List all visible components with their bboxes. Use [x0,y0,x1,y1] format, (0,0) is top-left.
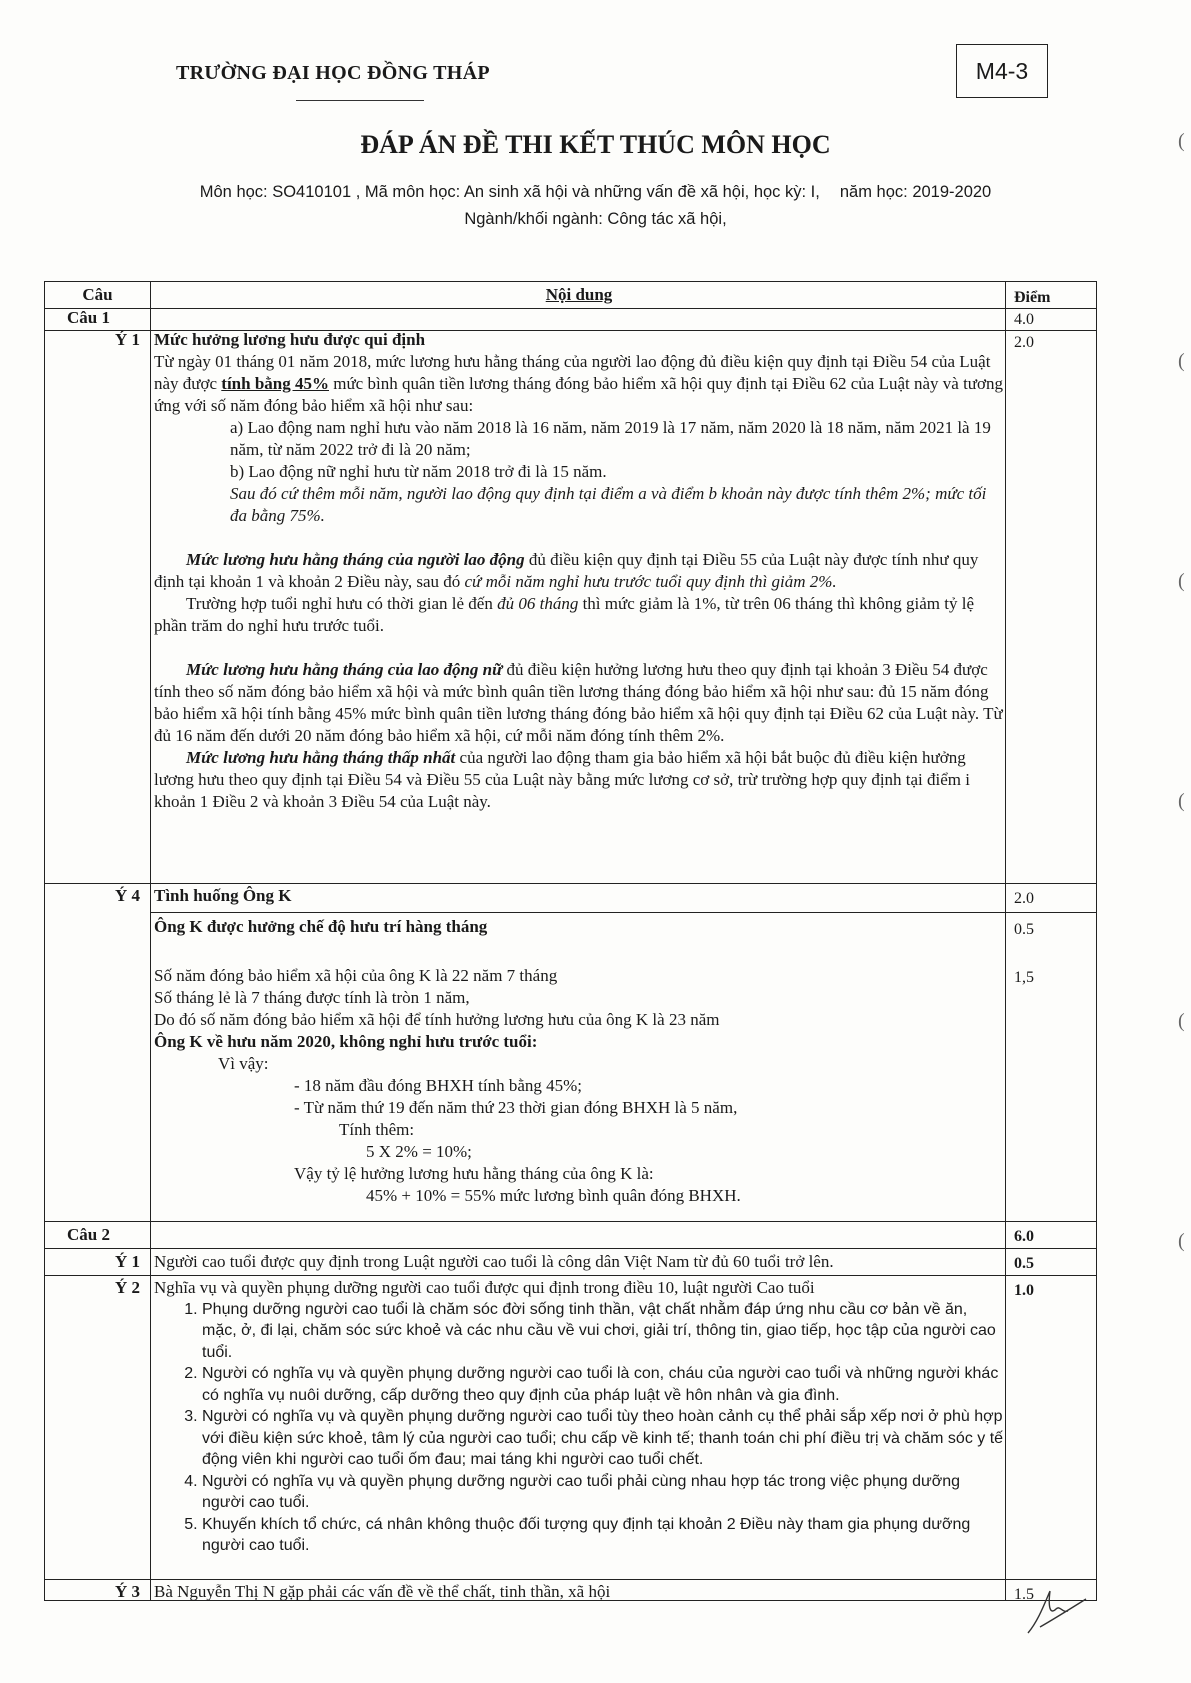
rule-item: 4. Người có nghĩa vụ và quyền phụng dưỡng người cao tuổi phải cùng nhau hợp tác trong việc phụng dưỡng người cao tuổi. [202,1471,1004,1514]
cau2-y1-text: Người cao tuổi được quy định trong Luật người cao tuổi là công dân Việt Nam từ đủ 60 tuổi trở lên. [154,1252,834,1271]
binding-mark: ( [1178,1010,1185,1032]
header-cau: Câu [82,285,113,304]
cau2-label: Câu 2 [67,1225,110,1244]
rule-item: 5. Khuyến khích tổ chức, cá nhân không thuộc đối tượng quy định tại khoản 2 Điều này tham gia phụng dưỡng người cao tuổi. [202,1514,1004,1557]
y4-calc-score: 1,5 [1014,969,1034,986]
y1-para2: Mức lương hưu hằng tháng của người lao động đủ điều kiện quy định tại Điều 55 của Luật này được tính như quy định tại khoản 1 và khoản 2 Điều này, sau đó cứ mỗi năm nghỉ hưu trước tuổi quy định thì giảm 2%. [154,550,979,591]
cau2-y2-label: Ý 2 [114,1278,140,1297]
cau1-y1-score: 2.0 [1014,334,1034,351]
y1-para3: Trường hợp tuổi nghỉ hưu có thời gian lẻ đến đủ 06 tháng thì mức giảm là 1%, từ trên 06 tháng thì không giảm tỷ lệ phần trăm do nghỉ hưu trước tuổi. [154,594,974,635]
y1-para4: Mức lương hưu hằng tháng của lao động nữ đủ điều kiện hưởng lương hưu theo quy định tại khoản 3 Điều 54 được tính theo số năm đóng bảo hiểm xã hội và mức bình quân tiền lương tháng đóng bảo hiểm xã hội như sau: đủ 15 năm đóng bảo hiểm xã hội tính bằng 45% mức bình quân tiền lương tháng đóng bảo hiểm xã hội quy định tại Điều 62 của Luật này. Từ đủ 16 năm đến dưới 20 năm đóng bảo hiểm xã hội, cứ mỗi năm đóng tính thêm 2%. [154,660,1003,745]
row-divider [45,1579,1096,1580]
row-divider [45,1221,1096,1222]
cau1-label: Câu 1 [67,308,110,327]
cau2-y3-text: Bà Nguyễn Thị N gặp phải các vấn đề về thể chất, tinh thần, xã hội [154,1582,611,1601]
cau2-y1-label: Ý 1 [114,1252,140,1271]
y1-heading: Mức hưởng lương hưu được qui định [154,330,426,349]
rule-item: 1. Phụng dưỡng người cao tuổi là chăm sóc đời sống tinh thần, vật chất nhằm đáp ứng nhu cầu cơ bản về ăn, mặc, ở, đi lại, chăm sóc sức khoẻ và các nhu cầu về vui chơi, giải trí, thông tin, giao tiếp, học tập của người cao tuổi. [202,1299,1004,1364]
header-diem: Điểm [1014,289,1051,306]
row-divider [150,912,1096,913]
rules-list [154,1299,1004,1557]
cau2-score: 6.0 [1014,1228,1034,1245]
cau2-y2-score: 1.0 [1014,1282,1034,1299]
column-divider [150,282,151,1600]
y1-para1: Từ ngày 01 tháng 01 năm 2018, mức lương hưu hằng tháng của người lao động đủ điều kiện quy định tại Điều 54 của Luật này được tính bằng 45% mức bình quân tiền lương tháng đóng bảo hiểm xã hội quy định tại Điều 62 của Luật này và tương ứng với số năm đóng bảo hiểm xã hội như sau: [154,352,1004,415]
subject-line: Môn học: SO410101 , Mã môn học: An sinh xã hội và những vấn đề xã hội, học kỳ: I, năm học: 2019-2020 [199,183,992,201]
y4-sub-score: 0.5 [1014,921,1034,938]
binding-mark: ( [1178,1230,1185,1252]
row-divider [45,308,1096,309]
binding-mark: ( [1178,130,1185,152]
row-divider [45,883,1096,884]
y4-heading: Tình huống Ông K [154,886,292,905]
cau1-y4-label: Ý 4 [114,886,140,905]
cau1-score: 4.0 [1014,311,1034,328]
column-divider [1005,282,1006,1600]
row-divider [45,1248,1096,1249]
y1-italic-note: Sau đó cứ thêm mỗi năm, người lao động quy định tại điểm a và điểm b khoản này được tính thêm 2%; mức tối đa bằng 75%. [230,484,987,525]
school-underline [296,100,424,101]
cau2-y1-score: 0.5 [1014,1255,1034,1272]
signature-mark [1020,1583,1090,1643]
school-year: năm học: 2019-2020 [839,183,992,201]
rule-item: 2. Người có nghĩa vụ và quyền phụng dưỡng người cao tuổi là con, cháu của người cao tuổi và những người khác có nghĩa vụ nuôi dưỡng, cấp dưỡng theo quy định của pháp luật về hôn nhân và gia đình. [202,1363,1004,1406]
cau2-y3-score: 1.5 [1014,1586,1034,1603]
y1-item-a: a) Lao động nam nghỉ hưu vào năm 2018 là 16 năm, năm 2019 là 17 năm, năm 2020 là 18 năm, năm 2021 là 19 năm, từ năm 2022 trở đi là 20 năm; [230,418,991,459]
school-name: TRƯỜNG ĐẠI HỌC ĐỒNG THÁP [176,62,490,84]
y1-para5: Mức lương hưu hằng tháng thấp nhất của người lao động tham gia bảo hiểm xã hội bắt buộc đủ điều kiện hưởng lương hưu theo quy định tại Điều 54 và Điều 55 của Luật này bằng mức lương cơ sở, trừ trường hợp quy định tại điểm i khoản 1 Điều 2 và khoản 3 Điều 54 của Luật này. [154,748,970,811]
major-line: Ngành/khối ngành: Công tác xã hội, [464,210,727,228]
cau2-y2-content: Nghĩa vụ và quyền phụng dưỡng người cao tuổi được qui định trong điều 10, luật người Cao tuổi 1. Phụng dưỡng người cao tuổi là chăm sóc đời sống tinh thần, vật chất nhằm đáp ứng nhu cầu cơ bản về ăn, mặc, ở, đi lại, chăm sóc sức khoẻ và các nhu cầu về vui chơi, giải trí, thông tin, giao tiếp, học tập của người cao tuổi. 2. Người có nghĩa vụ và quyền phụng dưỡng người cao tuổi là con, cháu của người cao tuổi và những người khác có nghĩa vụ nuôi dưỡng, cấp dưỡng theo quy định của pháp luật về hôn nhân và gia đình. 3. Người có nghĩa vụ và quyền phụng dưỡng người cao tuổi tùy theo hoàn cảnh cụ thể phải sắp xếp nơi ở phù hợp với điều kiện sức khoẻ, tâm lý của người cao tuổi; chu cấp về kinh tế; thanh toán chi phí điều trị và chăm sóc y tế động viên khi người cao tuổi ốm đau; mai táng khi người cao tuổi chết. 4. Người có nghĩa vụ và quyền phụng dưỡng người cao tuổi phải cùng nhau hợp tác trong việc phụng dưỡng người cao tuổi. 5. Khuyến khích tổ chức, cá nhân không thuộc đối tượng quy định tại khoản 2 Điều này tham gia phụng dưỡng người cao tuổi. [154,1277,1004,1557]
y4-calculation: Số năm đóng bảo hiểm xã hội của ông K là 22 năm 7 tháng Số tháng lẻ là 7 tháng được tính là tròn 1 năm, Do đó số năm đóng bảo hiểm xã hội để tính hưởng lương hưu của ông K là 23 năm Ông K về hưu năm 2020, không nghỉ hưu trước tuổi: Vì vậy: - 18 năm đầu đóng BHXH tính bằng 45%; - Từ năm thứ 19 đến năm thứ 23 thời gian đóng BHXH là 5 năm, Tính thêm: 5 X 2% = 10%; Vậy tỷ lệ hưởng lương hưu hằng tháng của ông K là: 45% + 10% = 55% mức lương bình quân đóng BHXH. [154,966,741,1205]
row-divider [45,1275,1096,1276]
document-title: ĐÁP ÁN ĐỀ THI KẾT THÚC MÔN HỌC [360,130,831,159]
rule-item: 3. Người có nghĩa vụ và quyền phụng dưỡng người cao tuổi tùy theo hoàn cảnh cụ thể phải sắp xếp nơi ở phù hợp với điều kiện sức khoẻ, tâm lý của người cao tuổi; chu cấp về kinh tế; thanh toán chi phí điều trị và chăm sóc y tế động viên khi người cao tuổi ốm đau; mai táng khi người cao tuổi chết. [202,1406,1004,1471]
y1-item-b: b) Lao động nữ nghỉ hưu từ năm 2018 trở đi là 15 năm. [230,462,607,481]
cau1-y1-content [154,329,1004,813]
binding-mark: ( [1178,790,1185,812]
y4-subheading: Ông K được hưởng chế độ hưu trí hàng tháng [154,917,488,936]
cau1-y4-score: 2.0 [1014,890,1034,907]
form-code-box: M4-3 [956,44,1048,98]
cau2-y3-label: Ý 3 [114,1582,140,1601]
header-noidung: Nội dung [545,285,613,304]
cau1-y1-label: Ý 1 [114,330,140,349]
answer-table [44,281,1097,1601]
binding-mark: ( [1178,350,1185,372]
binding-mark: ( [1178,570,1185,592]
